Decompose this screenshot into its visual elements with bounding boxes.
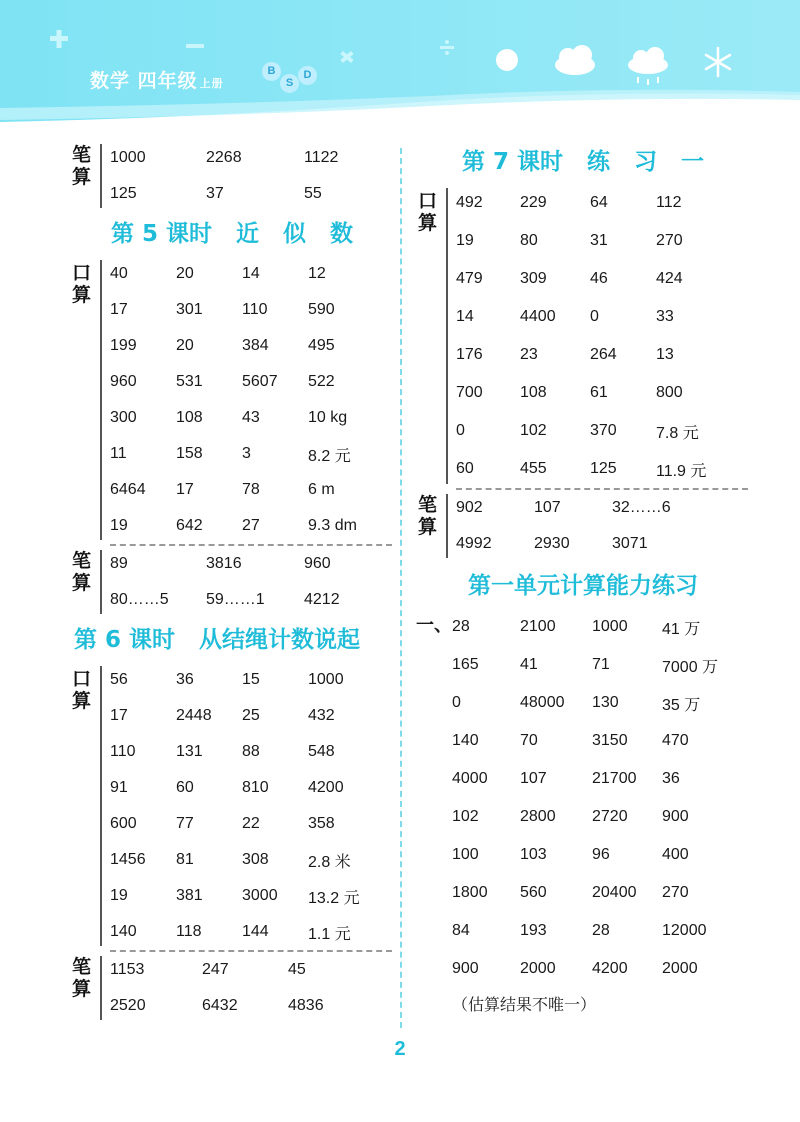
- answer-cell: 455: [520, 460, 547, 477]
- answer-cell: 4992: [456, 535, 492, 552]
- answer-cell: 108: [520, 384, 547, 401]
- section-title-lesson-5: 第 5 课时 近 似 数: [110, 221, 354, 247]
- answer-cell: 560: [520, 884, 547, 901]
- answer-cell: 4200: [592, 960, 628, 977]
- item-number-label: 一、: [416, 615, 452, 636]
- answer-row: [110, 292, 392, 328]
- answer-cell: 144: [242, 923, 269, 940]
- answer-cell: 810: [242, 779, 269, 796]
- answer-row: [452, 722, 748, 760]
- answer-cell: 131: [176, 743, 203, 760]
- block-bar: [446, 494, 448, 558]
- answer-cell: 21700: [592, 770, 637, 787]
- answer-cell: 96: [592, 846, 610, 863]
- answer-cell: 960: [110, 373, 137, 390]
- answer-cell: 118: [176, 923, 202, 940]
- answer-cell: 432: [308, 707, 335, 724]
- answer-cell: 2268: [206, 149, 242, 166]
- answer-row: [452, 836, 748, 874]
- answer-row: [110, 582, 392, 618]
- answer-cell: 531: [176, 373, 203, 390]
- answer-cell: 45: [288, 961, 306, 978]
- section-title-lesson-7: 第 7 课时 练 习 一: [461, 149, 705, 175]
- answer-cell: 56: [110, 671, 128, 688]
- answer-cell: 1.1 元: [308, 925, 351, 943]
- answer-cell: 14: [242, 265, 260, 282]
- answer-cell: 12: [308, 265, 326, 282]
- kousuan-block-lesson-7: [418, 184, 748, 488]
- answer-cell: 4212: [304, 591, 340, 608]
- answer-cell: 264: [590, 346, 617, 363]
- book-title: [90, 66, 224, 93]
- answer-row: [110, 878, 392, 914]
- answer-cell: 381: [176, 887, 203, 904]
- bisuan-label: 笔 算: [72, 956, 92, 1000]
- answer-row: [110, 400, 392, 436]
- answer-cell: 1000: [592, 618, 628, 635]
- answer-cell: 9.3 dm: [308, 517, 357, 534]
- answer-cell: 78: [242, 481, 260, 498]
- answer-cell: 43: [242, 409, 260, 426]
- answer-row: [456, 412, 748, 450]
- answer-row: [110, 914, 392, 950]
- answer-cell: 64: [590, 194, 608, 211]
- answer-cell: 31: [590, 232, 608, 249]
- publisher-badge-b: B: [262, 62, 281, 81]
- answer-cell: 81: [176, 851, 194, 868]
- answer-cell: 19: [110, 517, 128, 534]
- answer-row: [456, 260, 748, 298]
- answer-cell: 130: [592, 694, 619, 711]
- answer-cell: 112: [656, 194, 682, 211]
- answer-cell: 358: [308, 815, 335, 832]
- kousuan-block-lesson-5: [72, 256, 392, 544]
- answer-row: [456, 336, 748, 374]
- right-column: [418, 140, 748, 1024]
- answer-cell: 40: [110, 265, 128, 282]
- answer-cell: 900: [452, 960, 479, 977]
- answer-cell: 1000: [308, 671, 344, 688]
- answer-cell: 600: [110, 815, 137, 832]
- block-bar: [100, 144, 102, 208]
- answer-cell: 13: [656, 346, 674, 363]
- answer-cell: 3071: [612, 535, 648, 552]
- answer-cell: 3: [242, 445, 251, 462]
- answer-cell: 84: [452, 922, 470, 939]
- answer-cell: 1456: [110, 851, 146, 868]
- answer-cell: 309: [520, 270, 547, 287]
- answer-row: [456, 298, 748, 336]
- answer-cell: 4000: [452, 770, 488, 787]
- answer-row: [456, 374, 748, 412]
- answer-row: [456, 450, 748, 488]
- answer-cell: 37: [206, 185, 224, 202]
- answer-cell: 902: [456, 499, 483, 516]
- answer-cell: 7.8 元: [656, 424, 699, 442]
- section-title-unit-1-practice: 第一单元计算能力练习: [468, 573, 698, 599]
- answer-row: [110, 662, 392, 698]
- answer-cell: 4200: [308, 779, 344, 796]
- answer-cell: 590: [308, 301, 335, 318]
- block-bar: [100, 260, 102, 540]
- answer-row: [110, 546, 392, 582]
- answer-cell: 2000: [662, 960, 698, 977]
- answer-cell: 77: [176, 815, 194, 832]
- answer-cell: 107: [520, 770, 547, 787]
- answer-cell: 495: [308, 337, 335, 354]
- answer-row: [452, 684, 748, 722]
- publisher-badge-s: S: [280, 74, 299, 93]
- answer-cell: 229: [520, 194, 547, 211]
- answer-cell: 27: [242, 517, 260, 534]
- answer-cell: 100: [452, 846, 479, 863]
- answer-cell: 36: [176, 671, 194, 688]
- answer-cell: 61: [590, 384, 608, 401]
- answer-cell: 89: [110, 555, 128, 572]
- answer-cell: 25: [242, 707, 260, 724]
- answer-cell: 2000: [520, 960, 556, 977]
- answer-cell: 300: [110, 409, 137, 426]
- answer-cell: 20: [176, 265, 194, 282]
- kousuan-block-lesson-6: [72, 662, 392, 950]
- answer-cell: 35 万: [662, 696, 701, 714]
- answer-cell: 20: [176, 337, 194, 354]
- answer-cell: 12000: [662, 922, 707, 939]
- answer-row: [452, 874, 748, 912]
- answer-cell: 6464: [110, 481, 146, 498]
- answer-row: [110, 508, 392, 544]
- answer-cell: 15: [242, 671, 260, 688]
- answer-row: [456, 222, 748, 260]
- kousuan-label: 口 算: [72, 262, 92, 306]
- page-number: 2: [394, 1038, 406, 1060]
- answer-row: [452, 608, 748, 646]
- answer-cell: 107: [534, 499, 561, 516]
- answer-cell: 60: [176, 779, 194, 796]
- answer-cell: 176: [456, 346, 483, 363]
- answer-cell: 28: [452, 618, 470, 635]
- answer-cell: 80……5: [110, 591, 169, 608]
- answer-cell: 88: [242, 743, 260, 760]
- answer-cell: 2448: [176, 707, 212, 724]
- bisuan-block-continued: [72, 140, 392, 212]
- answer-cell: 3816: [206, 555, 242, 572]
- kousuan-label: 口 算: [418, 190, 438, 234]
- bisuan-block-lesson-7: [418, 490, 748, 562]
- answer-row: [456, 490, 748, 526]
- answer-cell: 479: [456, 270, 483, 287]
- answer-row: [110, 364, 392, 400]
- bisuan-block-lesson-6: [72, 952, 392, 1024]
- book-title-text: 数学 四年级: [90, 70, 198, 92]
- answer-cell: 17: [176, 481, 194, 498]
- answer-cell: 193: [520, 922, 547, 939]
- answer-cell: 28: [592, 922, 610, 939]
- answer-cell: 400: [662, 846, 689, 863]
- answer-cell: 46: [590, 270, 608, 287]
- answer-row: [452, 798, 748, 836]
- answer-cell: 36: [662, 770, 680, 787]
- answer-cell: 4400: [520, 308, 556, 325]
- answer-cell: 470: [662, 732, 689, 749]
- answer-cell: 60: [456, 460, 474, 477]
- answer-cell: 41 万: [662, 620, 701, 638]
- answer-cell: 6 m: [308, 481, 335, 498]
- answer-cell: 1153: [110, 961, 145, 978]
- answer-row: [452, 912, 748, 950]
- answer-cell: 91: [110, 779, 128, 796]
- answer-row: [452, 950, 748, 988]
- answer-cell: 11.9 元: [656, 462, 707, 480]
- answer-row: [110, 734, 392, 770]
- answer-cell: 0: [590, 308, 599, 325]
- answer-row: [456, 526, 748, 562]
- answer-cell: 11: [110, 445, 127, 462]
- block-bar: [100, 666, 102, 946]
- answer-cell: 199: [110, 337, 137, 354]
- answer-cell: 102: [520, 422, 547, 439]
- block-bar: [100, 550, 102, 614]
- answer-cell: 125: [110, 185, 137, 202]
- answer-cell: 140: [452, 732, 479, 749]
- answer-cell: 6432: [202, 997, 238, 1014]
- answer-row: [456, 184, 748, 222]
- answer-cell: 102: [452, 808, 479, 825]
- answer-cell: 0: [452, 694, 461, 711]
- answer-cell: 22: [242, 815, 260, 832]
- answer-cell: 308: [242, 851, 269, 868]
- answer-cell: 59……1: [206, 591, 265, 608]
- answer-cell: 2.8 米: [308, 853, 351, 871]
- answer-cell: 80: [520, 232, 538, 249]
- answer-row: [110, 952, 392, 988]
- bisuan-label: 笔 算: [418, 494, 438, 538]
- answer-cell: 19: [456, 232, 474, 249]
- answer-cell: 13.2 元: [308, 889, 360, 907]
- answer-cell: 700: [456, 384, 483, 401]
- answer-cell: 19: [110, 887, 128, 904]
- answer-cell: 370: [590, 422, 617, 439]
- answer-cell: 2520: [110, 997, 146, 1014]
- answer-cell: 247: [202, 961, 229, 978]
- answer-cell: 7000 万: [662, 658, 719, 676]
- answer-cell: 2930: [534, 535, 570, 552]
- answer-cell: 522: [308, 373, 335, 390]
- answer-cell: 2100: [520, 618, 556, 635]
- sun-icon: [496, 49, 518, 71]
- answer-cell: 270: [656, 232, 683, 249]
- answer-row: [110, 328, 392, 364]
- page-header: [0, 0, 800, 130]
- answer-cell: 8.2 元: [308, 447, 351, 465]
- bisuan-label: 笔 算: [72, 144, 92, 188]
- answer-cell: 2720: [592, 808, 628, 825]
- answer-cell: 55: [304, 185, 322, 202]
- answer-row: [452, 646, 748, 684]
- answer-cell: 384: [242, 337, 269, 354]
- answer-cell: 125: [590, 460, 617, 477]
- answer-cell: 1800: [452, 884, 488, 901]
- answer-cell: 2800: [520, 808, 556, 825]
- answer-cell: 41: [520, 656, 538, 673]
- answer-cell: 3000: [242, 887, 278, 904]
- answer-cell: 20400: [592, 884, 637, 901]
- answer-cell: 140: [110, 923, 137, 940]
- answer-cell: 110: [242, 301, 268, 318]
- header-band: [0, 0, 800, 130]
- answer-cell: 23: [520, 346, 538, 363]
- answer-row: [110, 256, 392, 292]
- answer-cell: 3150: [592, 732, 628, 749]
- answer-row: [110, 176, 392, 212]
- answer-cell: 642: [176, 517, 203, 534]
- answer-row: [110, 842, 392, 878]
- unit-practice-block: [418, 608, 748, 1024]
- answer-cell: 108: [176, 409, 203, 426]
- answer-cell: 900: [662, 808, 689, 825]
- answer-cell: 424: [656, 270, 683, 287]
- answer-row: [110, 988, 392, 1024]
- answer-cell: 960: [304, 555, 331, 572]
- answer-row: [110, 472, 392, 508]
- answer-cell: 158: [176, 445, 203, 462]
- column-divider: [400, 148, 402, 1028]
- answer-cell: 17: [110, 707, 128, 724]
- answer-cell: 165: [452, 656, 479, 673]
- estimate-note: （估算结果不唯一）: [452, 997, 597, 1014]
- answer-row: [110, 806, 392, 842]
- answer-row: [110, 436, 392, 472]
- answer-cell: 4836: [288, 997, 324, 1014]
- publisher-badge-d: D: [298, 66, 317, 85]
- answer-cell: 301: [176, 301, 203, 318]
- answer-cell: 10 kg: [308, 409, 348, 426]
- answer-cell: 103: [520, 846, 547, 863]
- answer-row: [110, 140, 392, 176]
- answer-cell: 270: [662, 884, 689, 901]
- answer-cell: 5607: [242, 373, 278, 390]
- answer-cell: 492: [456, 194, 483, 211]
- block-bar: [100, 956, 102, 1020]
- volume-label: 上册: [199, 77, 224, 90]
- answer-cell: 17: [110, 301, 128, 318]
- answer-cell: 14: [456, 308, 474, 325]
- answer-cell: 1122: [304, 149, 339, 166]
- answer-cell: 548: [308, 743, 335, 760]
- answer-row: [110, 770, 392, 806]
- answer-cell: 800: [656, 384, 683, 401]
- answer-cell: 32……6: [612, 499, 671, 516]
- answer-cell: 71: [592, 656, 610, 673]
- answer-cell: 33: [656, 308, 674, 325]
- left-column: [72, 140, 392, 1024]
- answer-row: [110, 698, 392, 734]
- section-title-lesson-6: 第 6 课时 从结绳计数说起: [74, 627, 361, 653]
- answer-cell: 1000: [110, 149, 146, 166]
- bisuan-label: 笔 算: [72, 550, 92, 594]
- answer-row: [452, 760, 748, 798]
- answer-cell: 110: [110, 743, 136, 760]
- answer-cell: 0: [456, 422, 465, 439]
- kousuan-label: 口 算: [72, 668, 92, 712]
- answer-cell: 48000: [520, 694, 565, 711]
- block-bar: [446, 188, 448, 484]
- bisuan-block-lesson-5: [72, 546, 392, 618]
- answer-cell: 70: [520, 732, 538, 749]
